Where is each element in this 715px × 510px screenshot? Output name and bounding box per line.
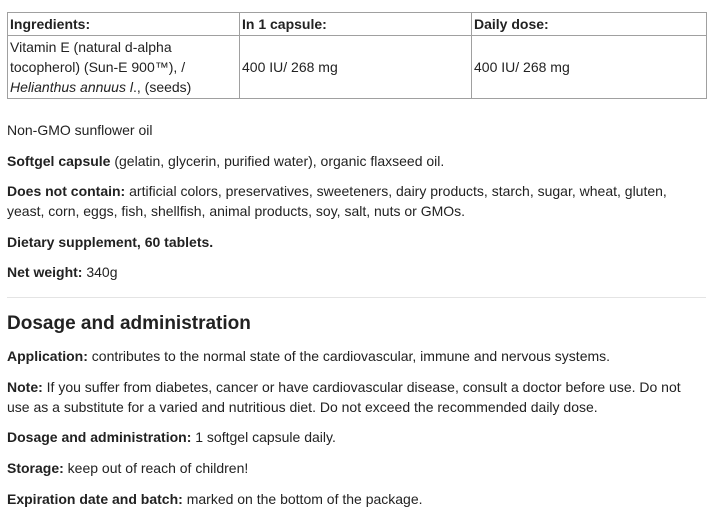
header-in-one-capsule: In 1 capsule: — [240, 13, 472, 36]
softgel-label: Softgel capsule — [7, 153, 111, 169]
section-divider — [7, 297, 706, 298]
storage-paragraph — [7, 458, 706, 478]
ingredient-latin-name: Helianthus annuus l — [10, 79, 133, 95]
application-label: Application: — [7, 348, 88, 364]
expiration-paragraph — [7, 489, 706, 509]
administration-label: Dosage and administration: — [7, 429, 192, 445]
daily-dose-cell: 400 IU/ 268 mg — [472, 36, 707, 99]
net-weight-paragraph — [7, 262, 706, 282]
table-header-row — [8, 13, 707, 36]
administration-text: 1 softgel capsule daily. — [191, 429, 336, 445]
supplement-paragraph — [7, 232, 706, 252]
net-weight-label: Net weight: — [7, 264, 83, 280]
header-ingredients: Ingredients: — [8, 13, 240, 36]
storage-text: keep out of reach of children! — [63, 460, 249, 476]
ingredients-table — [7, 12, 707, 99]
expiration-text: marked on the bottom of the package. — [182, 491, 423, 507]
application-paragraph — [7, 346, 706, 366]
ingredient-line-2: tocopherol) (Sun-E 900™), / — [10, 59, 186, 75]
softgel-text: (gelatin, glycerin, purified water), organic flaxseed oil. — [110, 153, 445, 169]
ingredient-tail: ., (seeds) — [132, 79, 192, 95]
administration-paragraph — [7, 427, 706, 447]
header-daily-dose: Daily dose: — [472, 13, 707, 36]
net-weight-value: 340g — [82, 264, 118, 280]
does-not-contain-label: Does not contain: — [7, 183, 126, 199]
application-text: contributes to the normal state of the cardiovascular, immune and nervous systems. — [87, 348, 611, 364]
product-info — [7, 12, 706, 507]
dosage-section-title: Dosage and administration — [7, 313, 251, 334]
storage-label: Storage: — [7, 460, 64, 476]
table-row — [8, 36, 707, 99]
note-label: Note: — [7, 379, 43, 395]
expiration-label: Expiration date and batch: — [7, 491, 183, 507]
softgel-paragraph — [7, 151, 706, 171]
note-paragraph — [7, 377, 706, 417]
ingredient-cell — [8, 36, 240, 99]
does-not-contain-paragraph — [7, 181, 706, 221]
supplement-text: Dietary supplement, 60 tablets. — [7, 234, 214, 250]
ingredient-line-1: Vitamin E (natural d-alpha — [10, 39, 172, 55]
note-text: If you suffer from diabetes, cancer or have cardiovascular disease, consult a doctor before use. Do not use as a substitute for a varied and nutritious diet. Do not exceed the recommended daily dose. — [7, 379, 681, 415]
does-not-contain-text: artificial colors, preservatives, sweeteners, dairy products, starch, sugar, wheat, gluten, yeast, corn, eggs, fish, shellfish, animal products, soy, salt, nuts or GMOs. — [7, 183, 667, 219]
oil-text: Non-GMO sunflower oil — [7, 122, 153, 138]
per-capsule-cell: 400 IU/ 268 mg — [240, 36, 472, 99]
